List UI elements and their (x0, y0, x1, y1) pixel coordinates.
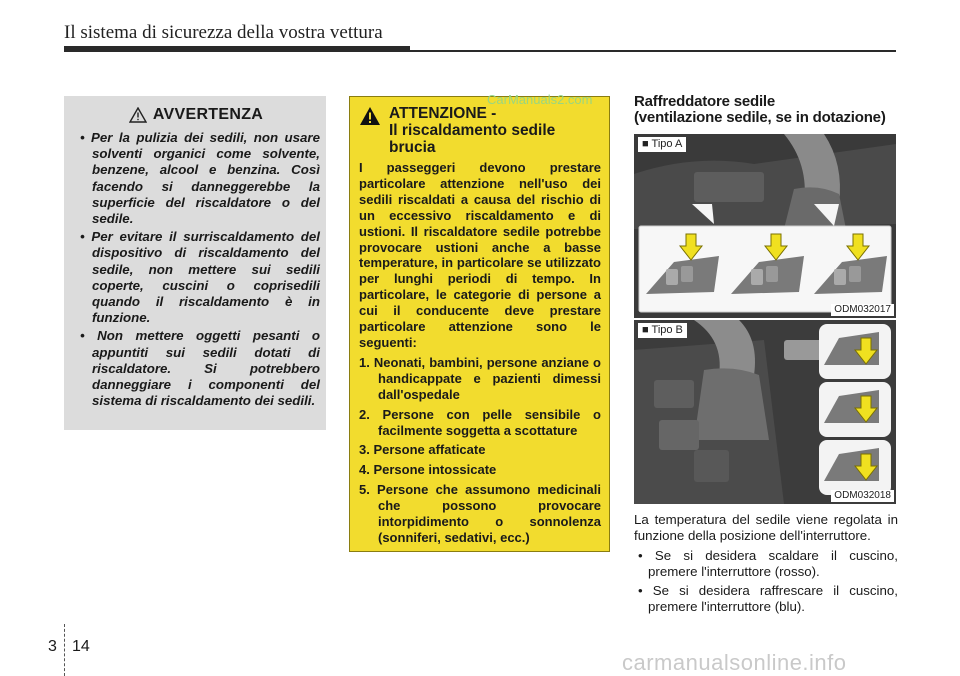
list-item: • Per evitare il surriscaldamento del dispositivo di riscaldamento del sedile, non mettere sui sedili coperte, cuscini o coprisedili quando il riscaldamento è in funzione. (80, 229, 320, 326)
watermark-top: CarManuals2.com (487, 92, 593, 107)
caution-header (359, 105, 601, 156)
seat-switch-photo-type-b (634, 318, 896, 504)
warning-list (72, 130, 320, 409)
image-a-code: ODM032017 (831, 304, 894, 316)
image-type-b-label: ■ Tipo B (638, 323, 687, 338)
section-body (634, 512, 898, 617)
header-rule-thick (64, 46, 410, 52)
warning-box (64, 96, 326, 430)
watermark-bottom: carmanualsonline.info (622, 650, 847, 675)
list-item: 1. Neonati, bambini, persone anziane o handicappate e pazienti dimessi dall'ospedale (359, 354, 601, 402)
footer-divider (64, 624, 65, 676)
section-title-line1: Raffreddatore sedile (634, 93, 776, 110)
caution-title-line1: ATTENZIONE - (389, 105, 497, 122)
warning-title: AVVERTENZA (152, 106, 264, 123)
section-title (634, 94, 904, 126)
page-header-title: Il sistema di sicurezza della vostra vettura (64, 22, 383, 43)
list-item: 5. Persone che assumono medicinali che possono provocare intorpidimento o sonnolenza (sonniferi, sedativi, ecc.) (359, 482, 601, 545)
image-b-code: ODM032018 (831, 490, 894, 502)
caution-title-line2: Il riscaldamento sedile brucia (389, 122, 556, 156)
seat-switch-photo-type-a (634, 134, 896, 318)
caution-box (349, 96, 610, 552)
section-number: 3 (48, 638, 57, 655)
console-illustration (634, 320, 896, 504)
warning-triangle-icon (129, 107, 147, 123)
section-title-line2: (ventilazione sedile, se in dotazione) (634, 109, 886, 126)
caution-list (359, 355, 601, 546)
switch-detail-2 (819, 382, 891, 437)
list-item: • Se si desidera scaldare il cuscino, premere l'interruttore (rosso). (638, 547, 898, 579)
list-item: • Non mettere oggetti pesanti o appuntiti sui sedili dotati di riscaldatore. Si potrebbero danneggiare i componenti del sistema di riscaldamento dei sedili. (80, 328, 320, 409)
warning-triangle-icon (359, 106, 381, 126)
list-item: • Se si desidera raffrescare il cuscino, premere l'interruttore (blu). (638, 582, 898, 614)
switch-detail-1 (819, 324, 891, 379)
section-intro: La temperatura del sedile viene regolata in funzione della posizione dell'interruttore. (634, 512, 898, 543)
warning-header (72, 106, 320, 124)
switch-detail-3 (819, 440, 891, 495)
list-item: 2. Persone con pelle sensibile o facilmente soggetta a scottature (359, 406, 601, 438)
header-rule-thin (410, 50, 896, 52)
list-item: 3. Persone affaticate (359, 442, 486, 458)
list-item: 4. Persone intossicate (359, 462, 497, 478)
list-item: • Per la pulizia dei sedili, non usare solventi organici come solvente, benzene, alcool e benzina. Così facendo si danneggerebbe la superficie del riscaldatore o del sedile. (80, 130, 320, 227)
caution-intro: I passeggeri devono prestare particolare attenzione nell'uso dei sedili riscaldati a causa del rischio di un eccessivo riscaldamento e di ustioni. Il riscaldatore sedile potrebbe provocare ustioni anche a basse temperature, in particolare se utilizzato per lunghi periodi di tempo. In particolare, le categorie di persone a cui il conducente deve prestare particolare attenzione sono le seguenti: (359, 160, 601, 350)
console-illustration (634, 134, 896, 318)
image-type-a-label: ■ Tipo A (638, 137, 686, 152)
section-bullets (634, 548, 898, 615)
page-number: 14 (72, 638, 90, 655)
